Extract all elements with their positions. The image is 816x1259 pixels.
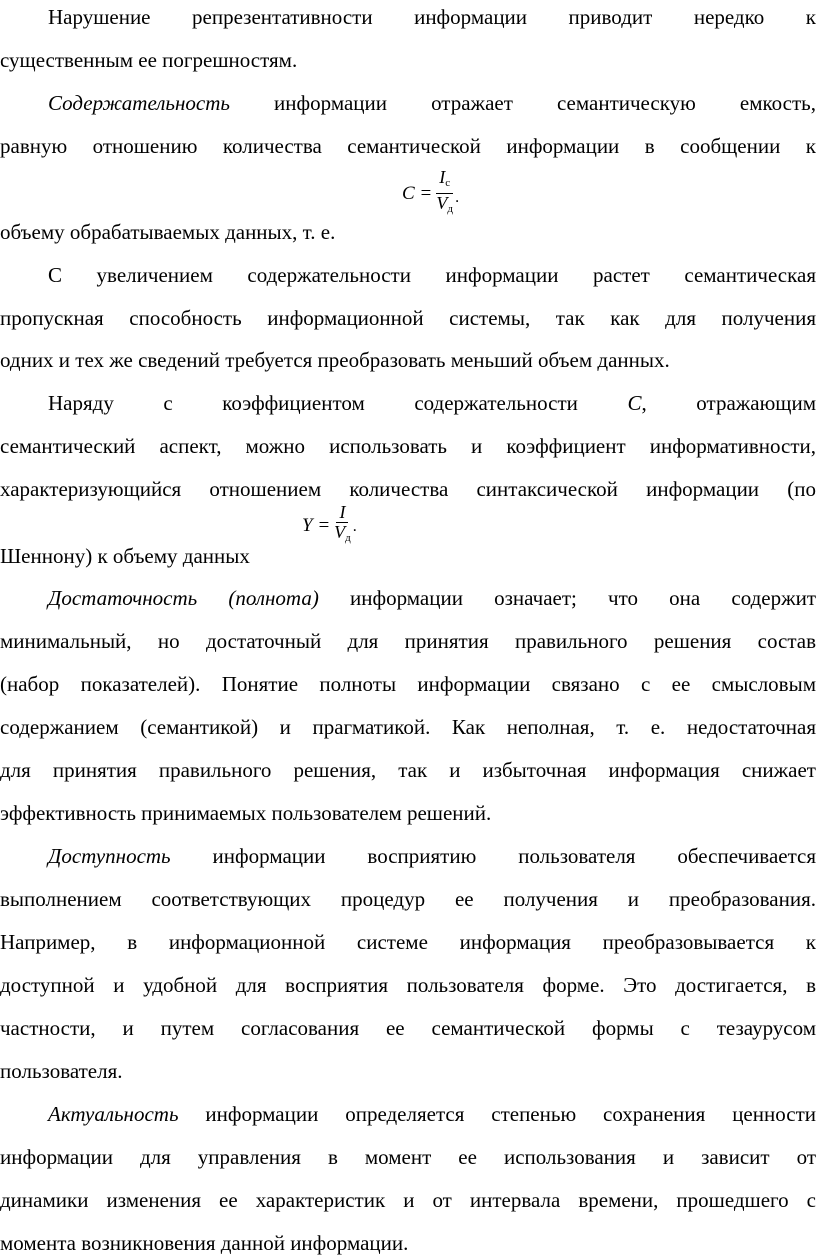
p2-line-1: [0, 90, 816, 116]
p7-line-1-rest: информации определяется степенью сохранения ценности: [205, 1102, 816, 1126]
p1-line-1: Нарушение репрезентативности информации приводит нередко к: [48, 5, 816, 29]
p4-line-3: характеризующийся отношением количества синтаксической информации (по: [0, 477, 816, 501]
p6-line-6: пользователя.: [0, 1059, 123, 1083]
p3-line-2: пропускная способность информационной системы, так как для получения: [0, 306, 816, 330]
p1-line-2: существенным ее погрешностям.: [0, 48, 298, 72]
p7-line-1: [0, 1101, 816, 1127]
formula-c-fraction: [436, 168, 453, 219]
p5-line-4: содержанием (семантикой) и прагматикой. Как неполная, т. е. недостаточная: [0, 715, 816, 739]
formula-content-coefficient: [402, 168, 459, 219]
formula-y-denominator: $V_д$: [334, 522, 351, 544]
p7-line-3: динамики изменения ее характеристик и от интервала времени, прошедшего с: [0, 1188, 816, 1212]
p6-term: Доступность: [48, 844, 171, 868]
p4-line-4: Шеннону) к объему данных: [0, 544, 250, 568]
p7-line-2: информации для управления в момент ее использования и зависит от: [0, 1145, 816, 1169]
p4-line-2: семантический аспект, можно использовать и коэффициент информативности,: [0, 434, 816, 458]
formula-y-numerator: I: [336, 503, 348, 523]
p4-line-1-tail: [627, 391, 816, 415]
p6-line-3: Например, в информационной системе информация преобразовывается к: [0, 930, 816, 954]
p5-line-1: [0, 585, 816, 611]
p5-line-6: эффективность принимаемых пользователем решений.: [0, 801, 492, 825]
formula-c-lhs: C =: [402, 182, 433, 204]
p6-line-1-rest: информации восприятию пользователя обеспечивается: [212, 844, 816, 868]
formula-c-numerator: $I_c$: [436, 168, 453, 194]
p6-line-4: доступной и удобной для восприятия пользователя форме. Это достигается, в: [0, 973, 816, 997]
formula-c-denominator: $V_д$: [436, 193, 453, 215]
formula-y-lhs: Y =: [302, 514, 331, 536]
p4-line-1: [0, 390, 816, 416]
p2-line-2: равную отношению количества семантической информации в сообщении к: [0, 134, 816, 158]
p6-line-1: [0, 843, 816, 869]
p5-line-2: минимальный, но достаточный для принятия правильного решения состав: [0, 629, 816, 653]
p4-line-1-a: Наряду с коэффициентом содержательности: [48, 391, 578, 415]
p7-term: Актуальность: [48, 1102, 179, 1126]
p2-line-3: объему обрабатываемых данных, т. е.: [0, 220, 336, 244]
p5-term: Достаточность (полнота): [48, 586, 319, 610]
formula-informativeness-coefficient: [302, 503, 357, 548]
formula-y-fraction: [334, 503, 351, 548]
p3-line-1: С увеличением содержательности информации растет семантическая: [48, 263, 816, 287]
p4-line-1-b: , отражающим: [641, 391, 816, 415]
formula-y-period: .: [352, 518, 357, 535]
p3-line-3: одних и тех же сведений требуется преобразовать меньший объем данных.: [0, 348, 670, 372]
p6-line-5: частности, и путем согласования ее семантической формы с тезаурусом: [0, 1016, 816, 1040]
p4-symbol-c: C: [627, 391, 642, 415]
p2-term: Содержательность: [48, 91, 230, 115]
p7-line-4: момента возникновения данной информации.: [0, 1231, 409, 1255]
p5-line-5: для принятия правильного решения, так и избыточная информация снижает: [0, 758, 816, 782]
p2-line-1-rest: информации отражает семантическую емкость,: [274, 91, 816, 115]
p6-line-2: выполнением соответствующих процедур ее получения и преобразования.: [0, 887, 816, 911]
p5-line-3: (набор показателей). Понятие полноты информации связано с ее смысловым: [0, 672, 816, 696]
p5-line-1-rest: информации означает; что она содержит: [350, 586, 816, 610]
formula-c-period: .: [455, 189, 460, 206]
